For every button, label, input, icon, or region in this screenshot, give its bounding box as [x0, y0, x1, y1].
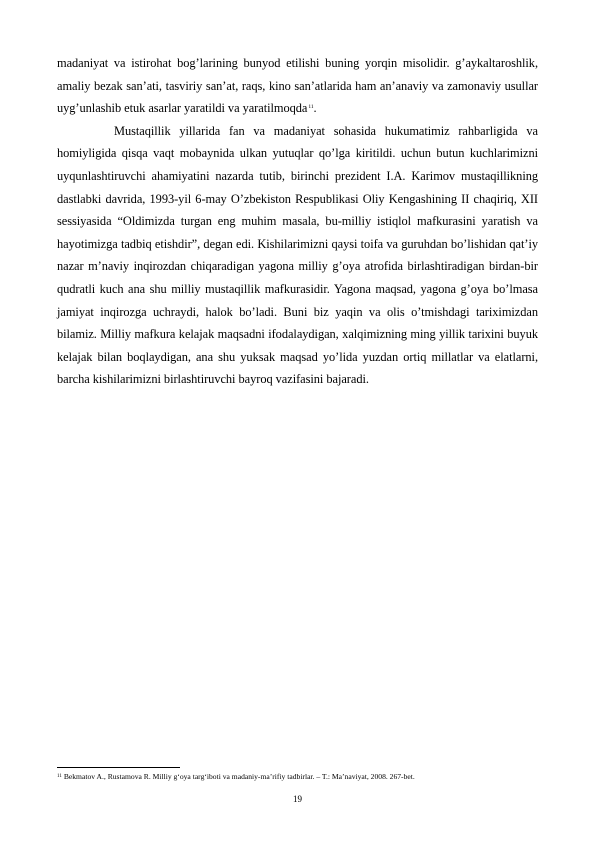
- footnote-text: Bekmatov A., Rustamova R. Milliy g‘oya targ‘iboti va madaniy-ma’rifiy tadbirlar. – T.: Ma’naviyat, 2008. 267-bet.: [63, 772, 415, 781]
- paragraph-2: Mustaqillik yillarida fan va madaniyat sohasida hukumatimiz rahbarligida va homiyligida qisqa vaqt mobaynida ulkan yutuqlar qo’lga kiritildi. uchun butun kuchlarimizni uyqunlashtiruvchi ahamiyatini nazarda tutib, birinchi prezident I.A. Karimov mustaqillikning dastlabki davrida, 1993-yil 6-may O’zbekiston Respublikasi Oliy Kengashining II chaqiriq, XII sessiyasida “Oldimizda turgan eng muhim masala, bu-milliy istiqlol mafkurasini yaratish va hayotimizga tadbiq etishdir”, degan edi. Kishilarimizni qaysi toifa va guruhdan bo’lishidan qat’iy nazar m’naviy inqirozdan chiqaradigan yagona milliy g’oya atrofida birlashtiradigan birdan-bir qudratli kuch ana shu milliy mustaqillik mafkurasidir. Yagona maqsad, yagona g’oya bo’lmasa jamiyat inqirozga uchraydi, halok bo’ladi. Buni biz yaqin va olis o’tmishdagi tariximizdan bilamiz. Milliy mafkura kelajak maqsadni ifodalaydigan, xalqimizning ming yillik tarixini buyuk kelajak bilan boqlaydigan, ana shu yuksak maqsad yo’lida yuzdan ortiq millatlar va elatlarni, barcha kishilarimizni birlashtiruvchi bayroq vazifasini bajaradi.: [57, 123, 538, 387]
- paragraph-1-end: .: [313, 101, 317, 116]
- footnote: [57, 772, 538, 782]
- paragraph-1-text: madaniyat va istirohat bog’larining bunyod etilishi buning yorqin misolidir. g’aykaltaroshlik, amaliy bezak san’ati, tasviriy san’at, raqs, kino san’atlarida ham an’anaviy va zamonaviy usullar uyg’unlashib etuk asarlar yaratildi va yaratilmoqda: [57, 56, 538, 116]
- page-body: [57, 52, 538, 391]
- paragraph-1: [57, 52, 538, 120]
- footnote-divider: [57, 767, 180, 768]
- footnote-reference: 11: [308, 104, 314, 111]
- footnote-marker: 11: [57, 774, 62, 779]
- page-number: 19: [293, 794, 302, 804]
